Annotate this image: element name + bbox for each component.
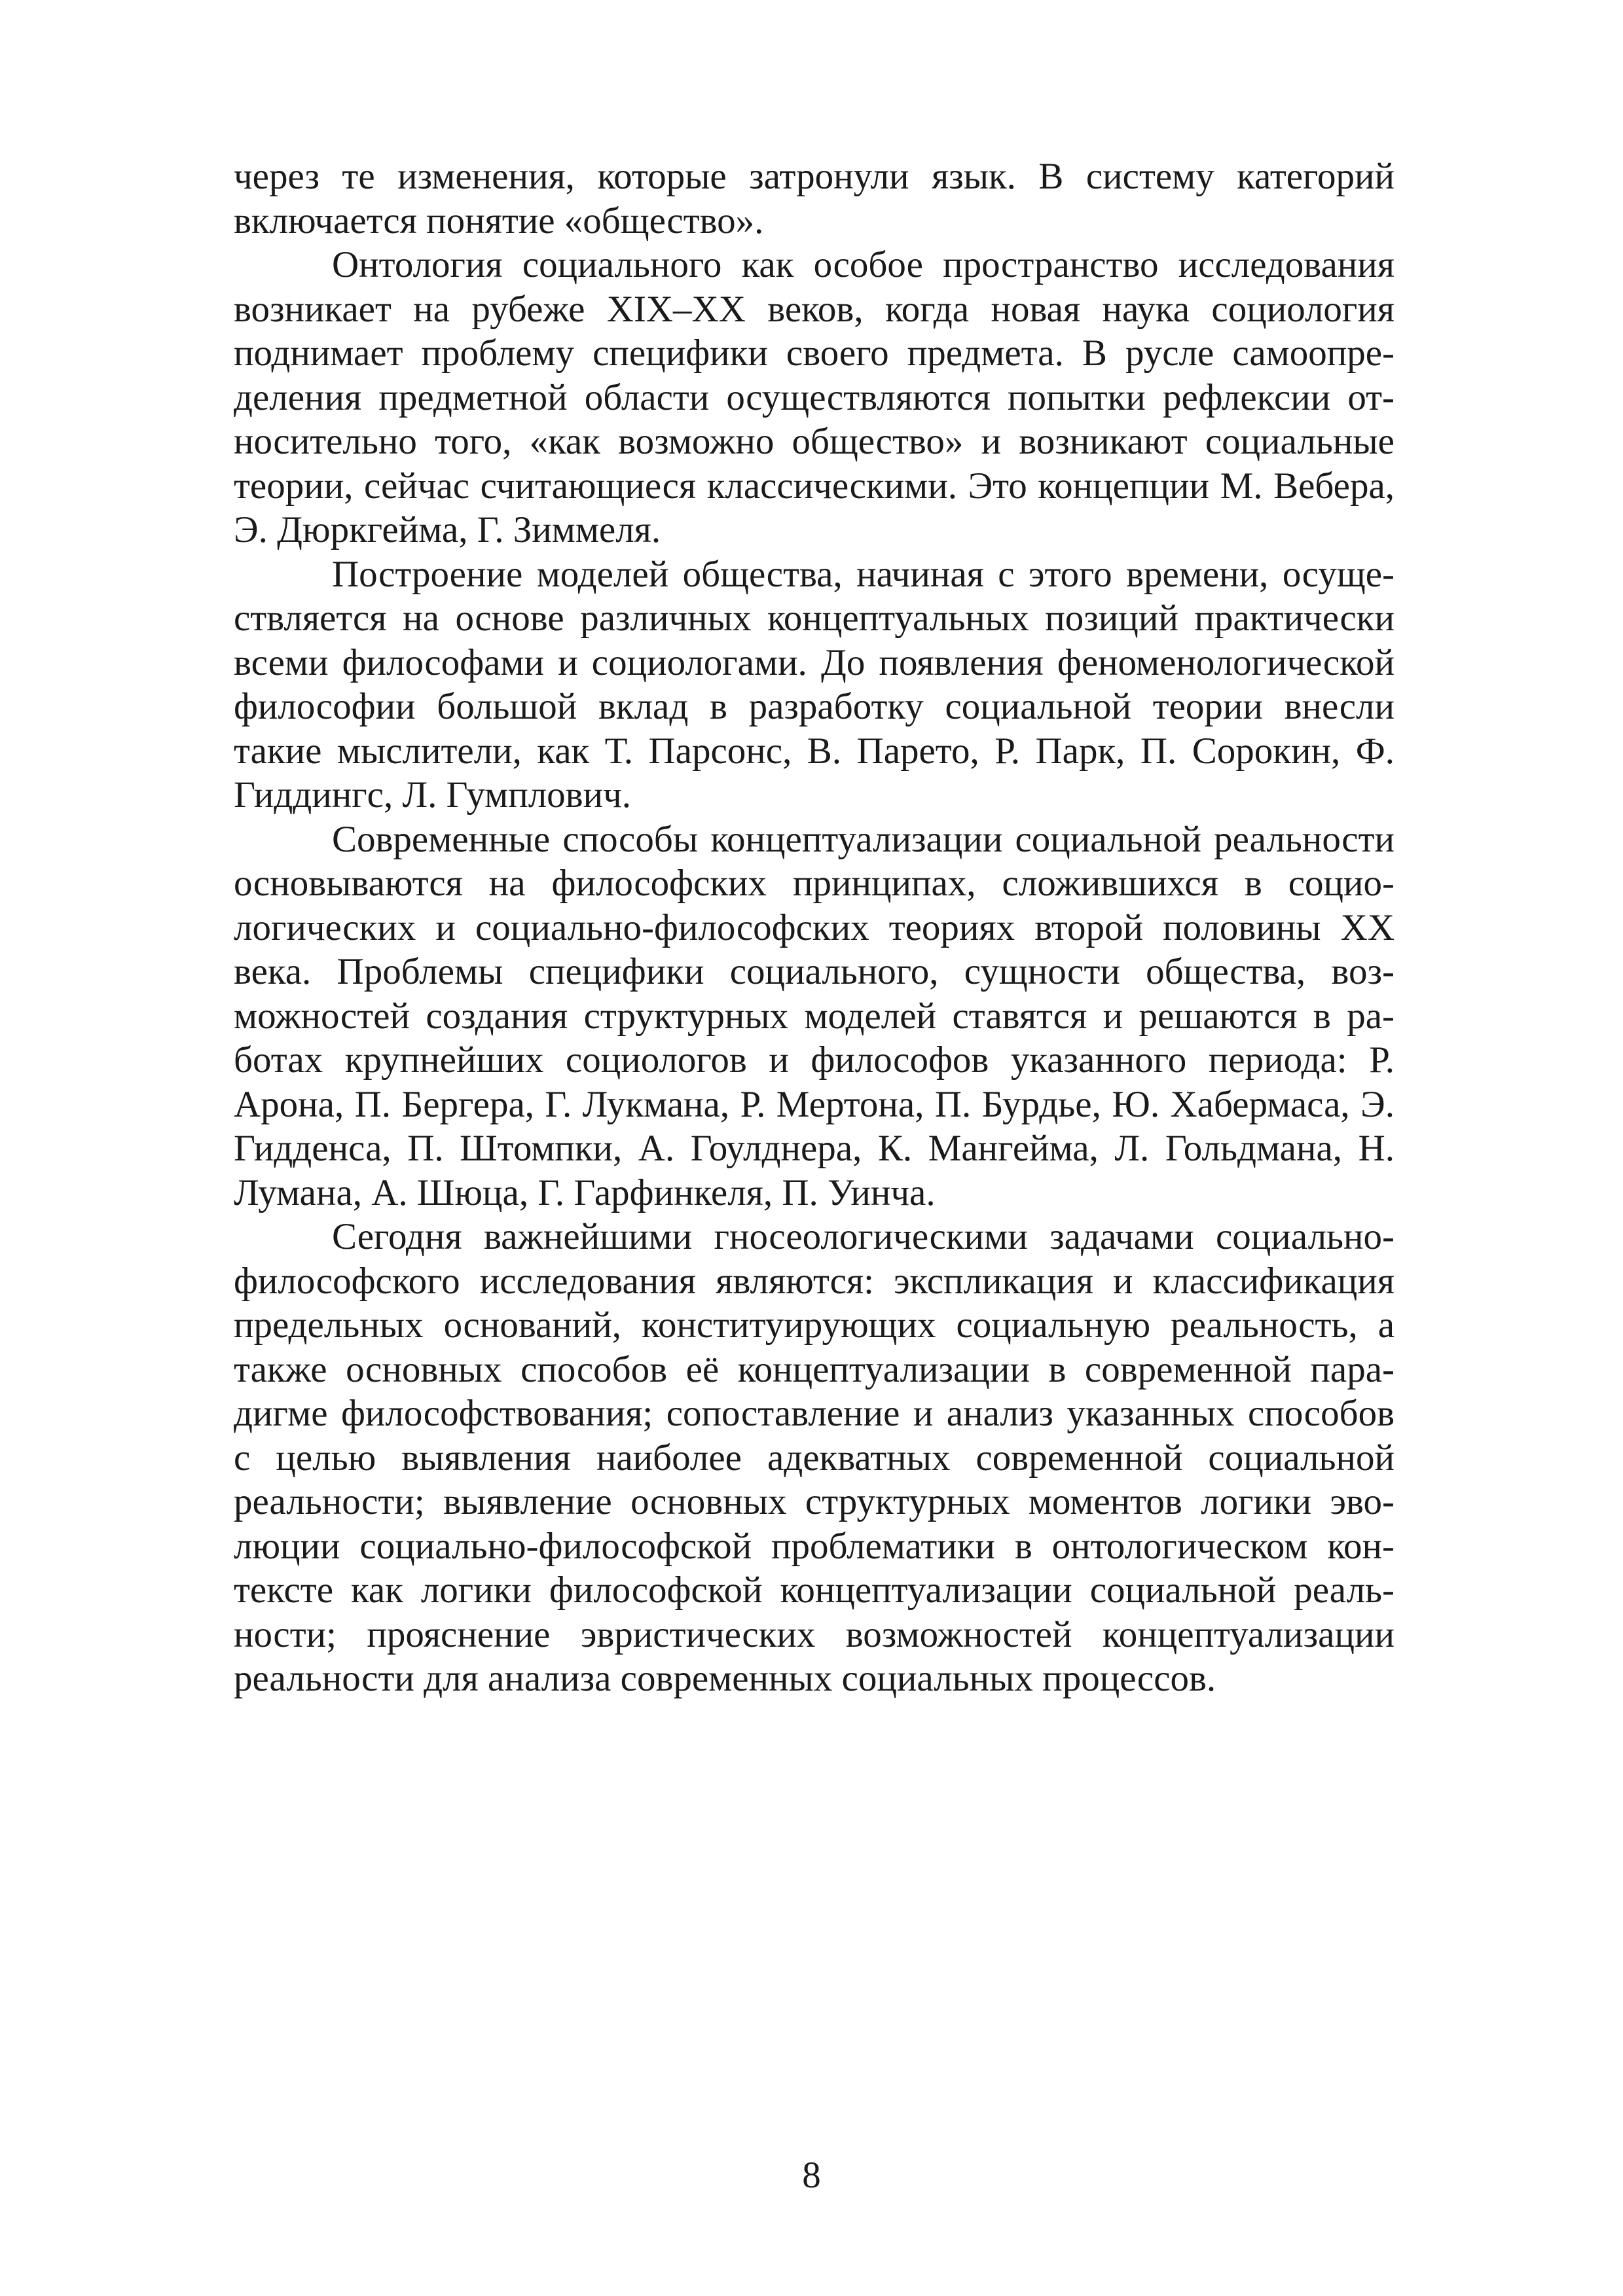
paragraph-modern-conceptualization: Современные способы концептуализации социальной реальности основываются на философских принципах, сложившихся в социологических и социально-философских теориях второй половины ХХ века. Проблемы специфики социального, сущности общества, возможностей создания структурных моделей ставятся и решаются в работах крупнейших социологов и философов указанного периода: Р. Арона, П. Бергера, Г. Лукмана, Р. Мертона, П. Бурдье, Ю. Хабермаса, Э. Гидденса, П. Штомпки, А. Гоулднера, К. Мангейма, Л. Гольдмана, Н. Лумана, А. Шюца, Г. Гарфинкеля, П. Уинча. — [234, 818, 1395, 1213]
paragraph-models-of-society: Построение моделей общества, начиная с этого времени, осуществляется на основе различных концептуальных позиций практически всеми философами и социологами. До появления феноменологической философии большой вклад в разработку социальной теории внесли такие мыслители, как Т. Парсонс, В. Парето, Р. Парк, П. Сорокин, Ф. Гиддингс, Л. Гумплович. — [234, 553, 1395, 816]
paragraph-continuation: через те изменения, которые затронули язык. В систему категорий включается понятие «общество». — [234, 156, 1395, 242]
page-body-text — [234, 154, 1395, 1701]
paragraph-ontology-of-social: Онтология социального как особое пространство исследования возникает на рубеже XIX–XX веков, когда новая наука социология поднимает проблему специфики своего предмета. В русле самоопределения предметной области осуществляются попытки рефлексии относительно того, «как возможно общество» и возникают социальные теории, сейчас считающиеся классическими. Это концепции М. Вебера, Э. Дюркгейма, Г. Зиммеля. — [234, 244, 1395, 550]
page-number: 8 — [802, 2155, 821, 2196]
paragraph-epistemological-tasks: Сегодня важнейшими гносеологическими задачами социально-философского исследования являются: экспликация и классификация предельных оснований, конституирующих социальную реальность, а также основных способов её концептуализации в современной парадигме философствования; сопоставление и анализ указанных способов с целью выявления наиболее адекватных современной социальной реальности; выявление основных структурных моментов логики эволюции социально-философской проблематики в онтологическом контексте как логики философской концептуализации социальной реальности; прояснение эвристических возможностей концептуализации реальности для анализа современных социальных процессов. — [234, 1216, 1395, 1699]
